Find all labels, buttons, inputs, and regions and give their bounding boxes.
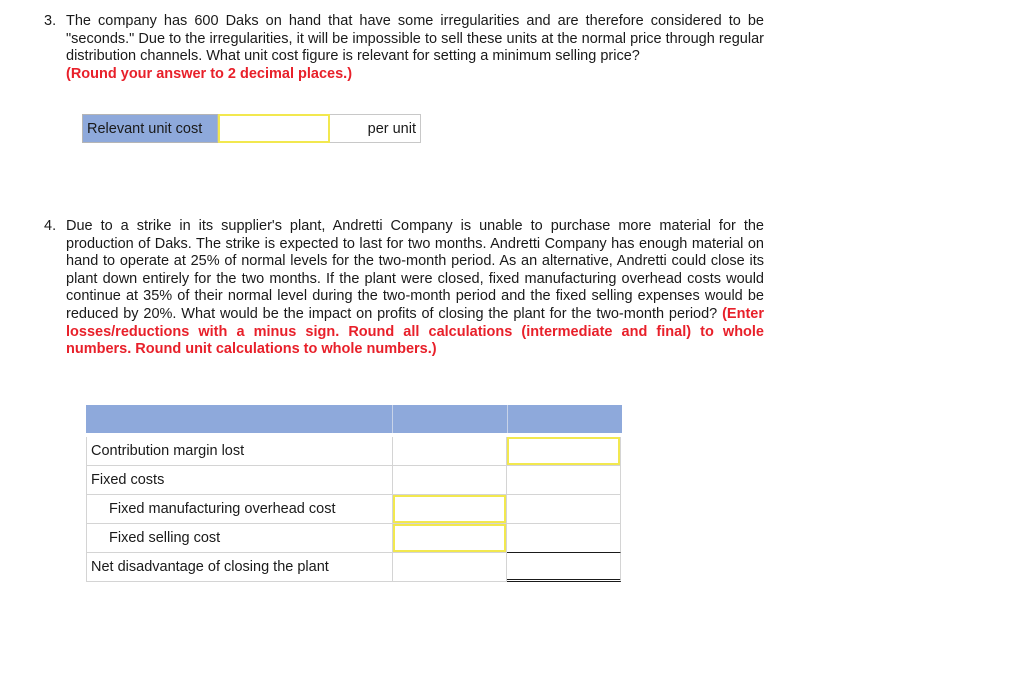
relevant-unit-cost-input[interactable]	[218, 114, 330, 143]
table-header-row	[86, 405, 622, 433]
question-3-number: 3.	[44, 13, 57, 29]
question-4-text	[66, 218, 764, 359]
relevant-unit-cost-row	[82, 114, 421, 143]
row-label-fixed-costs: Fixed costs	[86, 466, 393, 495]
fixed-selling-cost-col3	[507, 524, 621, 553]
fixed-manufacturing-overhead-cell	[393, 495, 507, 524]
fixed-selling-cost-input[interactable]	[393, 524, 506, 552]
table-row	[86, 553, 622, 582]
table-row	[86, 495, 622, 524]
question-3	[44, 13, 764, 83]
net-disadvantage-col3	[507, 553, 621, 582]
table-row	[86, 524, 622, 553]
fixed-manufacturing-overhead-input[interactable]	[393, 495, 506, 523]
header-cell-col2	[393, 405, 508, 433]
relevant-unit-cost-label: Relevant unit cost	[82, 114, 218, 143]
question-3-body: The company has 600 Daks on hand that have some irregularities and are therefore considered to be "seconds." Due to the irregularities, it will be impossible to sell these units at the normal price through regular distribution channels. What unit cost figure is relevant for setting a minimum selling price?	[66, 13, 764, 65]
fixed-costs-col2	[393, 466, 507, 495]
table-row	[86, 437, 622, 466]
header-cell-col3	[508, 405, 622, 433]
question-4-body: Due to a strike in its supplier's plant, Andretti Company is unable to purchase more material for the production of Daks. The strike is expected to last for two months. Andretti Company has enough material on hand to operate at 25% of normal levels for the two-month period. As an alternative, Andretti could close its plant down entirely for the two months. If the plant were closed, fixed manufacturing overhead costs would continue at 35% of their normal level during the two-month period and the fixed selling expenses would be reduced by 20%. What would be the impact on profits of closing the plant for the two-month period?	[66, 218, 764, 322]
table-row	[86, 466, 622, 495]
row-label-contribution-margin-lost: Contribution margin lost	[86, 437, 393, 466]
closing-plant-table	[86, 405, 622, 582]
fixed-selling-cost-cell	[393, 524, 507, 553]
header-cell-label	[86, 405, 393, 433]
question-3-instruction: (Round your answer to 2 decimal places.)	[66, 65, 353, 82]
fixed-manufacturing-overhead-col3	[507, 495, 621, 524]
fixed-costs-col3	[507, 466, 621, 495]
contribution-margin-lost-cell	[507, 437, 621, 466]
net-disadvantage-col2	[393, 553, 507, 582]
contribution-margin-lost-col2	[393, 437, 507, 466]
question-3-text	[66, 13, 764, 83]
question-4	[44, 218, 764, 359]
per-unit-label: per unit	[330, 114, 421, 143]
row-label-net-disadvantage: Net disadvantage of closing the plant	[86, 553, 393, 582]
contribution-margin-lost-input[interactable]	[507, 437, 620, 465]
row-label-fixed-manufacturing-overhead: Fixed manufacturing overhead cost	[86, 495, 393, 524]
question-4-number: 4.	[44, 218, 57, 234]
row-label-fixed-selling-cost: Fixed selling cost	[86, 524, 393, 553]
question-4-instruction: (Enter losses/reductions with a minus sign. Round all calculations (intermediate and final) to whole numbers. Round unit calculations to whole numbers.)	[66, 305, 764, 358]
